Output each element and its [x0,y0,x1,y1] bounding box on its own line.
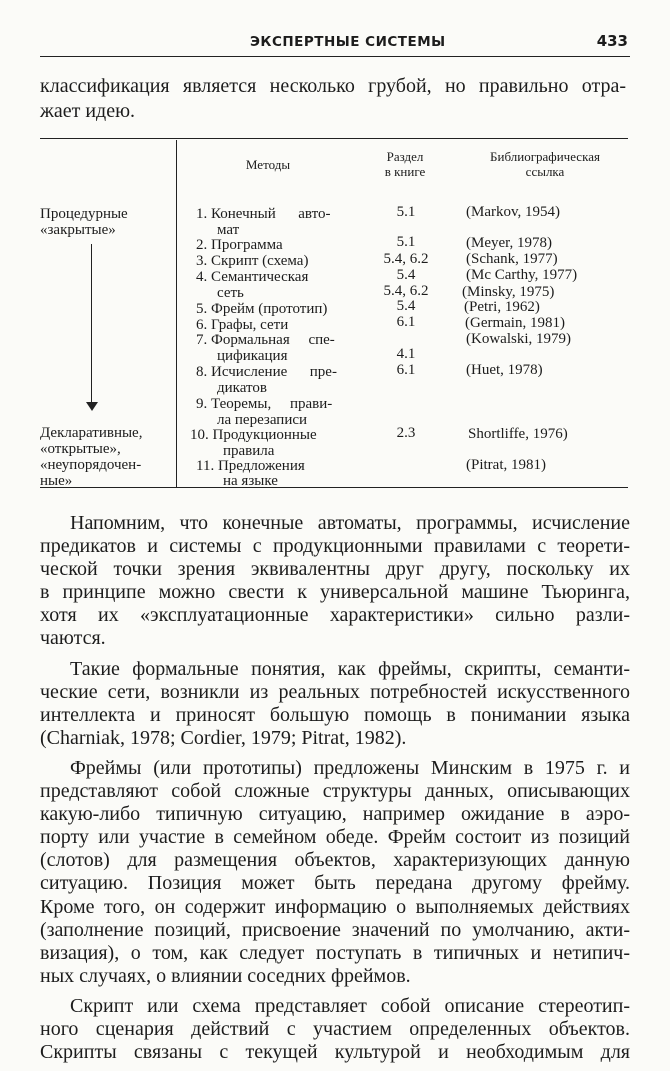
ref-cell: Shortliffe, 1976) [468,426,568,442]
ref-cell: (Meyer, 1978) [466,235,553,251]
table-top-rule [40,138,628,139]
category-label: Декларативные, [40,425,143,441]
ref-cell: (Schank, 1977) [466,251,558,267]
text-line: (слотов) для размещения объектов, характеризующих данную [40,849,630,872]
text-line: порту или участие в семейном обеде. Фрейм состоит из позиций [40,826,630,849]
ref-cell: (Petri, 1962) [464,299,540,315]
text-line: жает идею. [40,100,136,122]
text-line: чаются. [40,627,106,650]
header-section-line2: в книге [384,164,426,179]
header-methods: Методы [245,157,291,172]
text-line: предикатов и системы с продукционными правилами с теорети- [40,535,630,558]
method-cell: 7. Формальная спе- [196,332,335,348]
text-line: классификация является несколько грубой, но правильно отра- [40,75,626,97]
header-bib-line1: Библиографическая [490,149,600,164]
header-section-line1: Раздел [386,149,424,164]
header-bibliography [470,149,620,179]
category-label: «открытые», [40,441,121,457]
header-bib-line2: ссылка [525,164,565,179]
text-line: ного сценария действий с участием определенных объектов. [40,1017,630,1040]
section-cell: 5.4 [396,298,416,314]
text-line: (заполнение позиций, присвоение значений по умолчанию, акти- [40,918,630,941]
text-line: в принципе можно свести к универсальной машине Тьюринга, [40,581,630,604]
text-line: хотя их «эксплуатационные характеристики» сильно разли- [40,604,630,627]
ref-cell: (Mc Carthy, 1977) [466,267,578,283]
ref-cell: (Pitrat, 1981) [466,457,546,473]
paragraph [40,995,630,1064]
method-cell: 6. Графы, сети [196,317,289,333]
method-cell-cont: сеть [217,285,244,301]
method-cell: 8. Исчисление пре- [196,364,337,380]
category-declarative [40,425,142,489]
arrow-down-icon [86,402,98,411]
text-line: ческой точки зрения эквивалентны друг другу, поскольку их [40,558,630,581]
section-cell: 5.1 [396,204,416,220]
text-line: представляют собой сложные структуры данных, описывающих [40,780,630,803]
method-cell-cont: мат [217,222,240,238]
section-cell: 2.3 [396,425,416,441]
text-line: визация), о том, как следует поступать в типичных и нетипич- [40,941,630,964]
method-cell: 2. Программа [196,237,283,253]
method-cell-cont: правила [223,443,275,459]
method-cell-cont: ла перезаписи [217,412,308,428]
text-line: Фреймы (или прототипы) предложены Минским в 1975 г. и [70,756,630,779]
section-cell: 5.4, 6.2 [383,251,429,267]
running-header [40,34,630,57]
ref-cell: (Huet, 1978) [466,362,543,378]
text-line: ситуацию. Позиция может быть передана другому фрейму. [40,872,630,895]
intro-text [40,74,626,124]
body-text [40,512,630,1071]
method-cell: 1. Конечный авто- [196,206,331,222]
category-label: «неупорядочен- [40,457,142,473]
ref-cell: (Markov, 1954) [466,204,561,220]
section-cell: 6.1 [396,314,416,330]
ref-cell: (Germain, 1981) [465,315,565,331]
page-number: 433 [596,32,628,50]
text-line: какую-либо типичную ситуацию, например ожидание в аэро- [40,803,630,826]
text-line: ных случаях, о влиянии соседних фреймов. [40,964,411,987]
method-cell-cont: дикатов [217,380,267,396]
method-cell-cont: на языке [223,473,278,489]
category-label: «закрытые» [40,222,116,238]
paragraph [40,512,630,651]
section-cell: 5.4, 6.2 [383,283,429,299]
section-cell: 5.1 [396,234,416,250]
category-procedural [40,206,128,238]
section-cell: 5.4 [396,267,416,283]
header-title: ЭКСПЕРТНЫЕ СИСТЕМЫ [250,34,446,50]
text-line: интеллекта и приносят большую помощь в понимании языка [40,703,630,726]
method-cell: 11. Предложения [196,458,305,474]
section-cell: 4.1 [396,346,416,362]
method-cell: 5. Фрейм (прототип) [196,301,328,317]
text-line: Скрипты связаны с текущей культурой и необходимым для [40,1041,630,1064]
text-line: Напомним, что конечные автоматы, программы, исчисление [70,512,630,534]
method-cell: 3. Скрипт (схема) [196,253,309,269]
text-line: (Charniak, 1978; Cordier, 1979; Pitrat, 1982). [40,726,407,749]
method-cell: 4. Семантическая [196,269,309,285]
text-line: ческие сети, возникли из реальных потребностей искусственного [40,680,630,703]
arrow-shaft [91,244,92,406]
table-column-divider [176,140,177,487]
category-label: Процедурные [40,206,128,222]
method-cell-cont: цификация [217,348,288,364]
header-section [368,149,442,179]
text-line: Скрипт или схема представляет собой описание стереотип- [70,994,630,1017]
ref-cell: (Minsky, 1975) [462,284,555,300]
ref-cell: (Kowalski, 1979) [466,331,571,347]
text-line: Такие формальные понятия, как фреймы, скрипты, семанти- [70,657,630,680]
paragraph [40,658,630,750]
text-line: Кроме того, он содержит информацию о выполняемых действиях [40,895,630,918]
method-cell: 9. Теоремы, прави- [196,396,333,412]
paragraph [40,757,630,988]
section-cell: 6.1 [396,362,416,378]
method-cell: 10. Продукционные [190,427,317,443]
category-label: ные» [40,473,73,489]
